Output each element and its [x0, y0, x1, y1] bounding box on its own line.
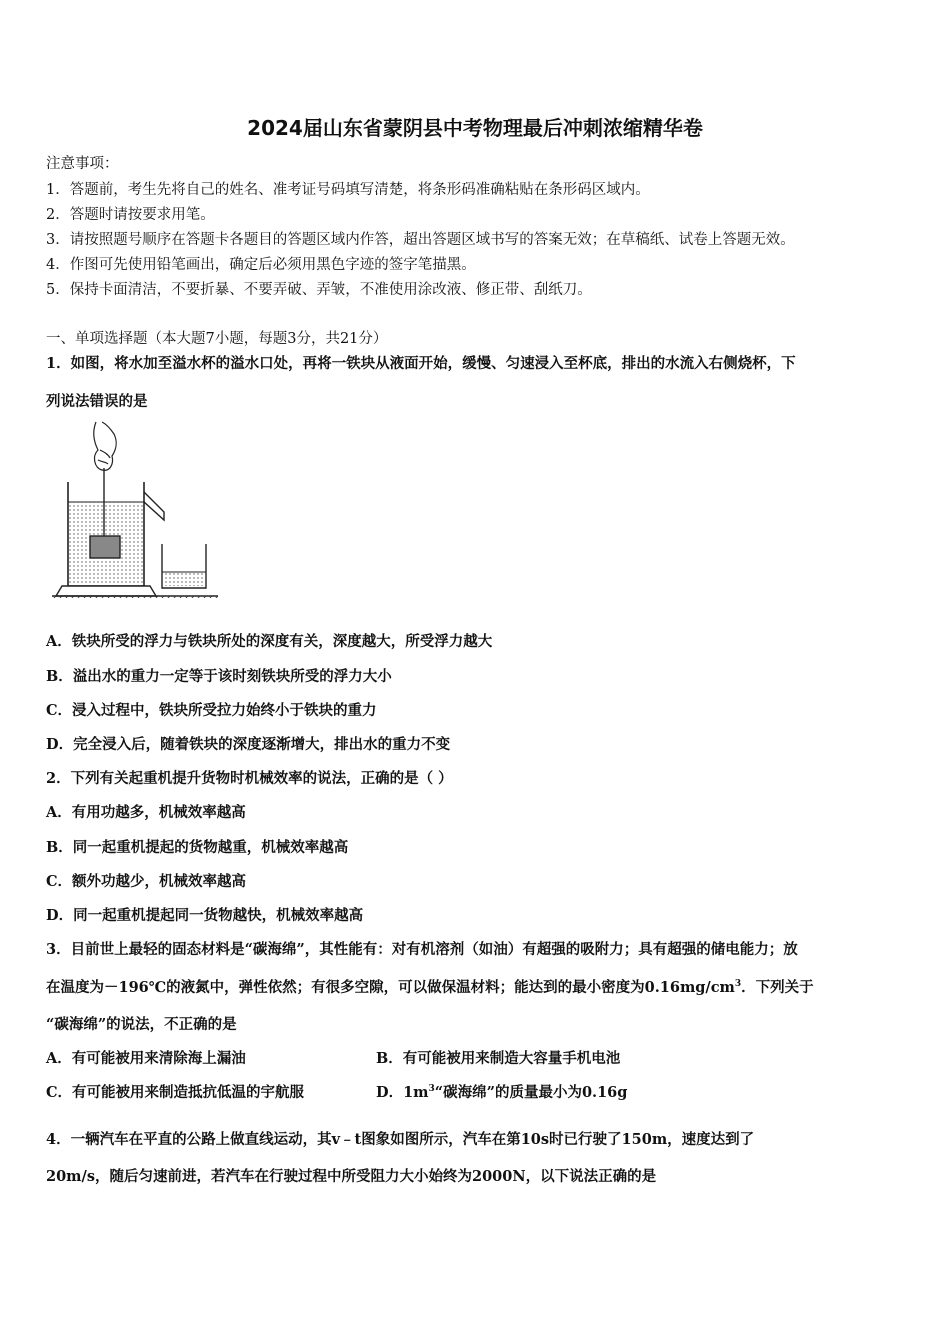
q3-stem-line2-b: ．下列关于 [741, 979, 814, 996]
q3-option-b: B．有可能被用来制造大容量手机电池 [376, 1050, 621, 1067]
q1-option-c: C．浸入过程中，铁块所受拉力始终小于铁块的重力 [46, 702, 377, 719]
q4-stem-line2: 20m/s，随后匀速前进，若汽车在行驶过程中所受阻力大小始终为2000N，以下说法正确的是 [46, 1168, 657, 1185]
q3-stem-line2-a: 在温度为－196℃的液氮中，弹性依然；有很多空隙，可以做保温材料；能达到的最小密度为0.16mg/cm [46, 979, 735, 996]
notice-item-4: 4．作图可先使用铅笔画出，确定后必须用黑色字迹的签字笔描黑。 [46, 257, 476, 273]
q3-stem-line3: “碳海绵”的说法，不正确的是 [46, 1016, 237, 1033]
q2-stem: 2．下列有关起重机提升货物时机械效率的说法，正确的是（ ） [46, 770, 453, 787]
q3-option-d-post: “碳海绵”的质量最小为0.16g [434, 1084, 628, 1101]
q1-stem-line2: 列说法错误的是 [46, 393, 148, 410]
q1-option-d: D．完全浸入后，随着铁块的深度逐渐增大，排出水的重力不变 [46, 736, 451, 753]
q3-stem-line1: 3．目前世上最轻的固态材料是“碳海绵”，其性能有：对有机溶剂（如油）有超强的吸附力；具有超强的储电能力；放 [46, 941, 798, 958]
q2-option-a: A．有用功越多，机械效率越高 [46, 804, 246, 821]
q3-option-c: C．有可能被用来制造抵抗低温的宇航服 [46, 1084, 305, 1101]
q3-option-d [376, 1081, 627, 1102]
page-title: 2024届山东省蒙阴县中考物理最后冲刺浓缩精华卷 [247, 116, 703, 140]
q2-option-c: C．额外功越少，机械效率越高 [46, 873, 247, 890]
q3-option-d-sup: 3 [428, 1084, 435, 1095]
notice-item-1: 1．答题前，考生先将自己的姓名、准考证号码填写清楚，将条形码准确粘贴在条形码区域内。 [46, 182, 650, 198]
notice-item-3: 3．请按照题号顺序在答题卡各题目的答题区域内作答，超出答题区域书写的答案无效；在草稿纸、试卷上答题无效。 [46, 232, 795, 248]
q2-option-d: D．同一起重机提起同一货物越快，机械效率越高 [46, 907, 364, 924]
q1-stem-line1: 1．如图，将水加至溢水杯的溢水口处，再将一铁块从液面开始，缓慢、匀速浸入至杯底，排出的水流入右侧烧杯，下 [46, 355, 796, 372]
section-heading: 一、单项选择题（本大题7小题，每题3分，共21分） [46, 331, 388, 347]
q3-option-a: A．有可能被用来清除海上漏油 [46, 1050, 246, 1067]
q4-stem-line1: 4．一辆汽车在平直的公路上做直线运动，其v﹣t图象如图所示，汽车在第10s时已行驶了150m，速度达到了 [46, 1131, 755, 1148]
q1-option-a: A．铁块所受的浮力与铁块所处的深度有关，深度越大，所受浮力越大 [46, 633, 493, 650]
notice-item-5: 5．保持卡面清洁，不要折暴、不要弄破、弄皱，不准使用涂改液、修正带、刮纸刀。 [46, 282, 592, 298]
q3-option-d-pre: D．1m [376, 1084, 429, 1101]
hand-icon [94, 422, 116, 470]
overflow-cup-figure [52, 420, 222, 598]
q3-stem-line2 [46, 976, 814, 997]
q3-stem-line2-sup: 3 [734, 979, 742, 990]
notice-item-2: 2．答题时请按要求用笔。 [46, 207, 215, 223]
iron-block [90, 536, 120, 558]
notice-heading: 注意事项： [46, 156, 119, 172]
q2-option-b: B．同一起重机提起的货物越重，机械效率越高 [46, 839, 349, 856]
q1-option-b: B．溢出水的重力一定等于该时刻铁块所受的浮力大小 [46, 668, 392, 685]
